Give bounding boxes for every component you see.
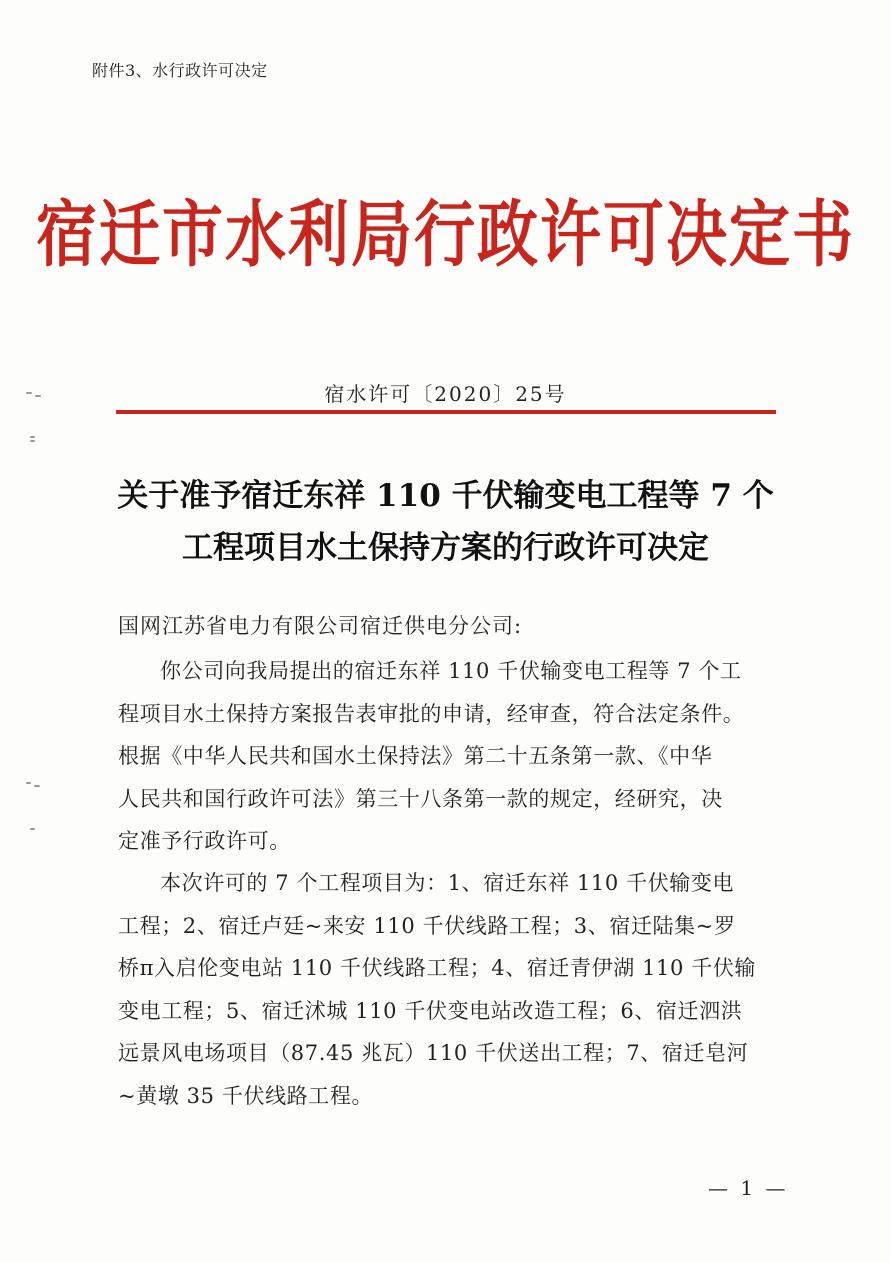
paragraph-line: 远景风电场项目（87.45 兆瓦）110 千伏送出工程；7、宿迁皂河 <box>118 1041 749 1065</box>
document-title <box>80 470 811 574</box>
paragraph-project-list <box>118 862 786 1117</box>
recipient-line: 国网江苏省电力有限公司宿迁供电分公司: <box>118 614 523 638</box>
paragraph-line: 根据《中华人民共和国水土保持法》第二十五条第一款、《中华 <box>118 744 713 768</box>
scan-artifact <box>26 782 42 790</box>
paragraph-line: 工程；2、宿迁卢廷~来安 110 千伏线路工程；3、宿迁陆集~罗 <box>118 913 736 938</box>
document-header-title: 宿迁市水利局行政许可决定书 <box>35 193 855 278</box>
paragraph-line: 变电工程；5、宿迁沭城 110 千伏变电站改造工程；6、宿迁泗洪 <box>118 998 743 1023</box>
paragraph-line: 你公司向我局提出的宿迁东祥 110 千伏输变电工程等 7 个工 <box>160 659 742 683</box>
paragraph-line: 桥π入启伦变电站 110 千伏线路工程；4、宿迁青伊湖 110 千伏输 <box>118 956 757 980</box>
page-number: — 1 — <box>708 1176 789 1200</box>
scan-artifact <box>26 392 42 400</box>
paragraph-line: ~黄墩 35 千伏线路工程。 <box>118 1083 374 1108</box>
document-title-line: 工程项目水土保持方案的行政许可决定 <box>182 530 709 566</box>
paragraph-line: 程项目水土保持方案报告表审批的申请，经审查，符合法定条件。 <box>118 701 745 726</box>
document-number: 宿水许可〔2020〕25号 <box>324 382 567 406</box>
scan-artifact <box>26 436 42 444</box>
document-title-line: 关于准予宿迁东祥 110 千伏输变电工程等 7 个 <box>117 478 774 514</box>
attachment-label: 附件3、水行政许可决定 <box>92 61 268 80</box>
red-divider <box>116 410 776 414</box>
paragraph-line: 定准予行政许可。 <box>118 829 291 853</box>
paragraph-line: 人民共和国行政许可法》第三十八条第一款的规定，经研究，决 <box>118 786 723 811</box>
paragraph-line: 本次许可的 7 个工程项目为：1、宿迁东祥 110 千伏输变电 <box>160 871 735 895</box>
paragraph-decision <box>118 650 786 863</box>
scan-artifact <box>26 826 42 834</box>
